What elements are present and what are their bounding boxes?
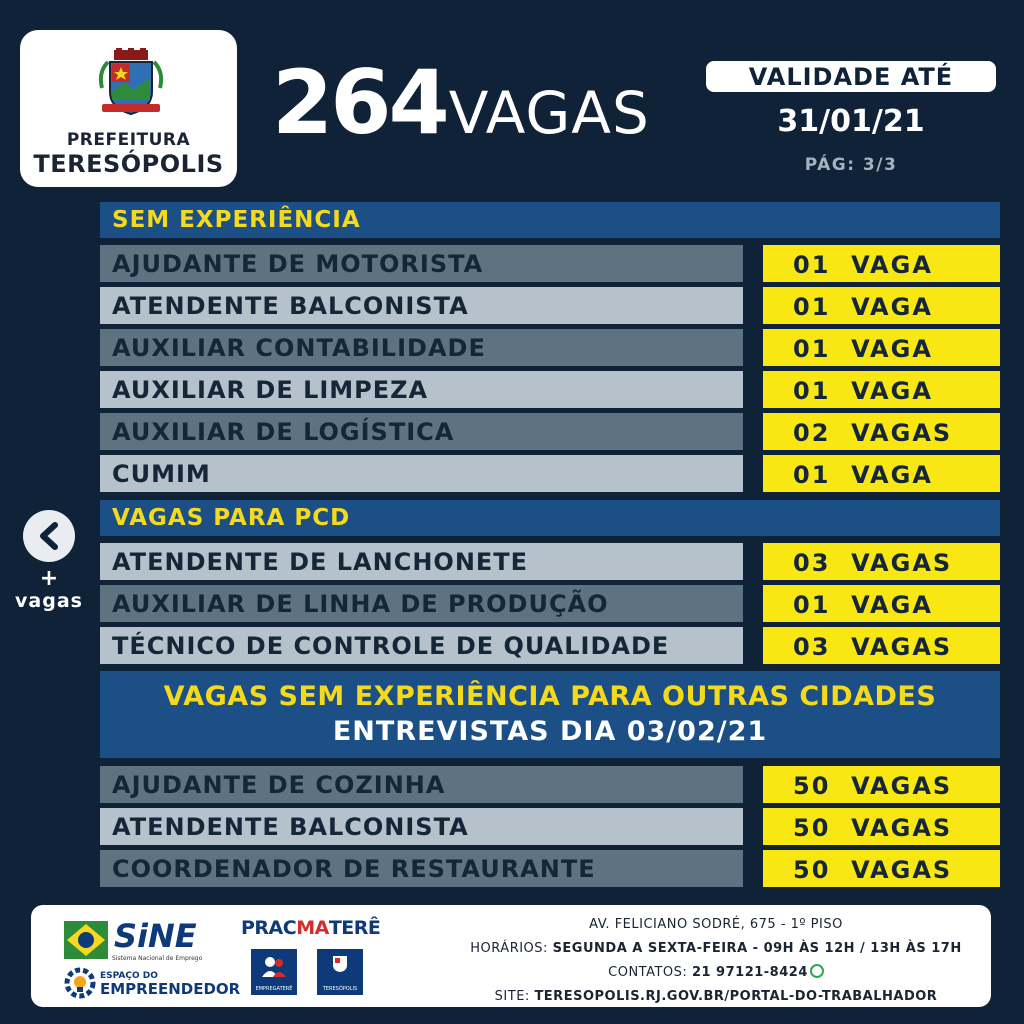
empregatere-badge [251,949,297,995]
site-value[interactable]: TERESOPOLIS.RJ.GOV.BR/PORTAL-DO-TRABALHADOR [534,989,938,1004]
prefeitura-logo [20,30,237,187]
vacancy-text: 50 VAGAS [793,772,953,800]
vacancy-count [763,371,1000,408]
validity-date: 31/01/21 [777,104,925,139]
job-title: CUMIM [112,460,211,488]
job-row [100,850,743,887]
job-title: TÉCNICO DE CONTROLE DE QUALIDADE [112,632,670,660]
banner-subtitle: ENTREVISTAS DIA 03/02/21 [332,716,768,747]
vacancy-count [763,808,1000,845]
validity-label: VALIDADE ATÉ [706,61,996,92]
job-row [100,627,743,664]
job-title: AUXILIAR CONTABILIDADE [112,334,486,362]
vacancy-text: 03 VAGAS [793,633,953,661]
hours-value: SEGUNDA A SEXTA-FEIRA - 09H ÀS 12H / 13H ÀS 17H [552,941,962,956]
whatsapp-icon [810,964,824,978]
job-row [100,245,743,282]
job-title: AJUDANTE DE COZINHA [112,771,446,799]
more-vagas-label: vagas [15,590,83,612]
job-title: ATENDENTE BALCONISTA [112,813,469,841]
sine-subtitle: Sistema Nacional de Emprego [112,955,203,962]
vacancy-text: 03 VAGAS [793,549,953,577]
brazil-flag-icon [64,921,108,959]
city-crest-icon [96,48,166,120]
badge-text: TERESÓPOLIS [322,986,358,992]
crest-icon [332,955,348,973]
more-plus-sign: + [39,566,59,591]
footer [31,905,991,1007]
job-title: AJUDANTE DE MOTORISTA [112,250,484,278]
praca-part-b: MA [296,917,329,939]
espaco-line2: EMPREENDEDOR [100,980,241,998]
previous-page-button[interactable] [23,510,75,562]
pracamatere-logo [241,917,380,939]
secretaria-badge [317,949,363,995]
job-title: COORDENADOR DE RESTAURANTE [112,855,596,883]
job-row [100,543,743,580]
vacancy-text: 50 VAGAS [793,856,953,884]
site-label: SITE: [494,989,530,1004]
job-row [100,766,743,803]
vacancy-count [763,287,1000,324]
vacancy-count [763,413,1000,450]
vacancy-count [763,766,1000,803]
vacancy-count [763,245,1000,282]
job-title: AUXILIAR DE LINHA DE PRODUÇÃO [112,590,609,618]
praca-part-c: TERÊ [328,917,381,939]
contacts-line [461,961,971,985]
vacancy-text: 01 VAGA [793,293,933,321]
logo-line-prefeitura: PREFEITURA [66,130,191,150]
job-row [100,371,743,408]
section-header-sem-experiencia [100,202,1000,238]
sine-wordmark: SiNE [114,917,197,955]
vacancy-text: 01 VAGA [793,461,933,489]
job-row [100,413,743,450]
job-title: AUXILIAR DE LIMPEZA [112,376,429,404]
job-row [100,287,743,324]
vacancy-text: 02 VAGAS [793,419,953,447]
hours-label: HORÁRIOS: [470,941,548,956]
people-icon [261,955,287,979]
job-row [100,329,743,366]
vacancy-text: 01 VAGA [793,251,933,279]
contacts-value: 21 97121-8424 [691,965,808,980]
job-title: AUXILIAR DE LOGÍSTICA [112,418,455,446]
vacancy-text: 01 VAGA [793,591,933,619]
praca-part-a: PRAC [241,917,297,939]
section-header-pcd [100,500,1000,536]
headline-number: 264 [272,51,447,154]
vacancy-text: 50 VAGAS [793,814,953,842]
section-header-outras-cidades [100,671,1000,758]
headline-word: VAGAS [448,79,650,147]
job-row [100,808,743,845]
vacancy-count [763,627,1000,664]
job-row [100,585,743,622]
espaco-line1: ESPAÇO DO [100,971,158,981]
section-title: VAGAS PARA PCD [112,505,351,531]
job-row [100,455,743,492]
section-title: SEM EXPERIÊNCIA [112,207,361,233]
banner-title: VAGAS SEM EXPERIÊNCIA PARA OUTRAS CIDADES [163,681,937,712]
job-title: ATENDENTE DE LANCHONETE [112,548,529,576]
chevron-left-icon [37,522,61,550]
address: AV. FELICIANO SODRÉ, 675 - 1º PISO [589,917,843,932]
vacancy-count [763,850,1000,887]
badge-text: EMPREGATERÊ [255,986,293,992]
gear-bulb-icon [64,967,96,999]
vacancy-count [763,585,1000,622]
hours-line [461,937,971,961]
page-indicator: PÁG: 3/3 [804,155,898,175]
espaco-empreendedor-logo [64,965,241,1003]
contacts-label: CONTATOS: [608,965,688,980]
vacancy-text: 01 VAGA [793,377,933,405]
site-line [461,985,971,1009]
headline [272,51,650,154]
logo-line-teresopolis: TERESÓPOLIS [33,150,224,178]
vacancy-text: 01 VAGA [793,335,933,363]
vacancy-count [763,455,1000,492]
vacancy-count [763,543,1000,580]
contact-info [461,913,971,1009]
job-title: ATENDENTE BALCONISTA [112,292,469,320]
vacancy-count [763,329,1000,366]
sine-logo [64,915,204,961]
